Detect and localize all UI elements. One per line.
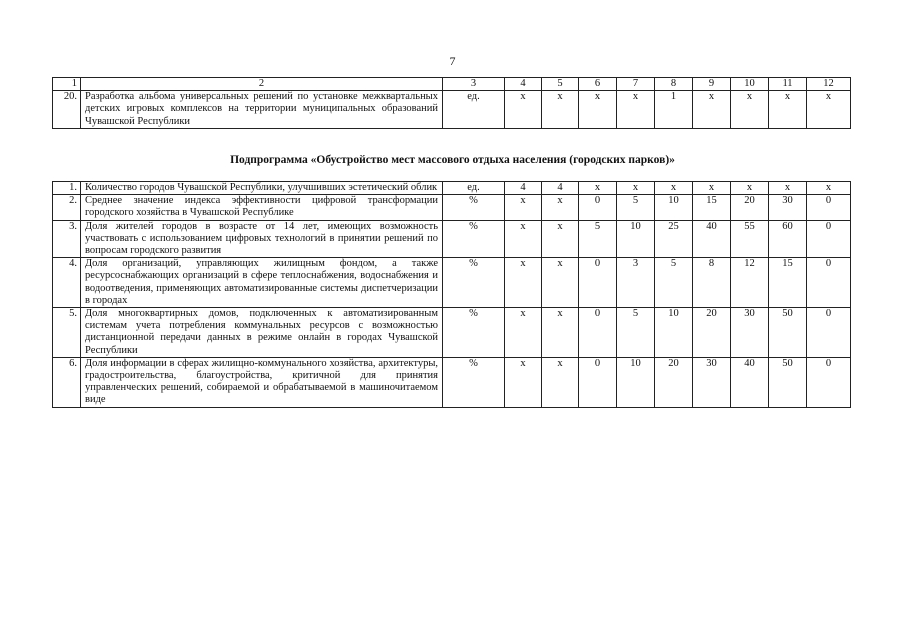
subprogram-title: Подпрограмма «Обустройство мест массового отдыха населения (городских парков)» xyxy=(230,154,675,166)
row-value: х xyxy=(617,91,655,129)
row-value: х xyxy=(769,91,807,129)
header-cell: 4 xyxy=(505,78,542,91)
row-value: 30 xyxy=(731,308,769,358)
row-value: 0 xyxy=(579,195,617,220)
row-value: 10 xyxy=(617,220,655,258)
row-value: 10 xyxy=(655,308,693,358)
row-value: 8 xyxy=(693,258,731,308)
row-value: 20 xyxy=(693,308,731,358)
row-description: Доля организаций, управляющих жилищным фондом, а также ресурсоснабжающих организаций в сфере теплоснабжения, водоснабжения и водоотведения, применяющих автоматизированные системы диспетчеризации в городах xyxy=(81,258,443,308)
table-row xyxy=(53,357,851,407)
header-cell: 8 xyxy=(655,78,693,91)
row-value: х xyxy=(693,182,731,195)
row-value: 0 xyxy=(807,220,851,258)
table-row xyxy=(53,308,851,358)
row-value: х xyxy=(579,182,617,195)
header-cell: 12 xyxy=(807,78,851,91)
table-row xyxy=(53,91,851,129)
row-value: 15 xyxy=(693,195,731,220)
row-number: 4. xyxy=(53,258,81,308)
main-table-body xyxy=(53,182,851,408)
row-value: х xyxy=(505,91,542,129)
row-value: 20 xyxy=(655,357,693,407)
row-value: 20 xyxy=(731,195,769,220)
row-value: 5 xyxy=(579,220,617,258)
row-number: 3. xyxy=(53,220,81,258)
row-value: х xyxy=(617,182,655,195)
header-row xyxy=(53,78,851,91)
row-unit: % xyxy=(443,357,505,407)
row-value: 0 xyxy=(579,258,617,308)
row-unit: ед. xyxy=(443,182,505,195)
row-description: Доля жителей городов в возрасте от 14 лет, имеющих возможность участвовать с использованием цифровых технологий в принятии решений по вопросам городского развития xyxy=(81,220,443,258)
row-value: 0 xyxy=(807,357,851,407)
row-value: 4 xyxy=(542,182,579,195)
row-value: х xyxy=(807,91,851,129)
table-row xyxy=(53,220,851,258)
row-value: х xyxy=(542,91,579,129)
row-value: 0 xyxy=(807,195,851,220)
row-value: х xyxy=(807,182,851,195)
table-row xyxy=(53,258,851,308)
row-value: 0 xyxy=(579,308,617,358)
row-unit: % xyxy=(443,308,505,358)
row-value: х xyxy=(731,182,769,195)
row-value: х xyxy=(505,195,542,220)
row-number: 20. xyxy=(53,91,81,129)
row-value: 12 xyxy=(731,258,769,308)
row-value: х xyxy=(769,182,807,195)
indicators-table-top xyxy=(52,77,851,129)
header-cell: 10 xyxy=(731,78,769,91)
row-value: х xyxy=(505,258,542,308)
row-value: 5 xyxy=(617,195,655,220)
row-description: Разработка альбома универсальных решений по установке межквартальных детских игровых комплексов на территории муниципальных образований Чувашской Республики xyxy=(81,91,443,129)
row-value: 55 xyxy=(731,220,769,258)
row-value: 1 xyxy=(655,91,693,129)
row-value: х xyxy=(505,308,542,358)
header-cell: 1 xyxy=(53,78,81,91)
row-value: х xyxy=(542,195,579,220)
row-value: 15 xyxy=(769,258,807,308)
row-unit: % xyxy=(443,195,505,220)
row-value: х xyxy=(542,357,579,407)
row-number: 2. xyxy=(53,195,81,220)
row-value: 3 xyxy=(617,258,655,308)
row-value: 50 xyxy=(769,357,807,407)
row-value: х xyxy=(542,258,579,308)
row-value: 10 xyxy=(617,357,655,407)
row-value: х xyxy=(542,308,579,358)
row-description: Среднее значение индекса эффективности цифровой трансформации городского хозяйства в Чувашской Республике xyxy=(81,195,443,220)
table-row xyxy=(53,182,851,195)
row-value: 30 xyxy=(769,195,807,220)
header-cell: 6 xyxy=(579,78,617,91)
row-value: 25 xyxy=(655,220,693,258)
row-value: 50 xyxy=(769,308,807,358)
row-value: 0 xyxy=(807,258,851,308)
row-value: х xyxy=(505,220,542,258)
row-value: 5 xyxy=(617,308,655,358)
row-value: 0 xyxy=(579,357,617,407)
row-description: Доля информации в сферах жилищно-коммунального хозяйства, архитектуры, градостроительства, благоустройства, критичной для принятия управленческих решений, собираемой и обрабатываемой в машиночитаемом виде xyxy=(81,357,443,407)
header-cell: 3 xyxy=(443,78,505,91)
row-number: 6. xyxy=(53,357,81,407)
header-cell: 11 xyxy=(769,78,807,91)
row-value: 10 xyxy=(655,195,693,220)
row-unit: % xyxy=(443,258,505,308)
row-value: 4 xyxy=(505,182,542,195)
row-number: 5. xyxy=(53,308,81,358)
row-value: 40 xyxy=(731,357,769,407)
row-value: х xyxy=(693,91,731,129)
row-value: 60 xyxy=(769,220,807,258)
table-row xyxy=(53,195,851,220)
page-number: 7 xyxy=(449,54,456,68)
row-value: х xyxy=(542,220,579,258)
row-description: Доля многоквартирных домов, подключенных к автоматизированным системам учета потребления коммунальных ресурсов с возможностью дистанционной передачи данных в режиме онлайн в городах Чувашской Республики xyxy=(81,308,443,358)
header-cell: 2 xyxy=(81,78,443,91)
row-value: 30 xyxy=(693,357,731,407)
row-value: х xyxy=(731,91,769,129)
row-unit: ед. xyxy=(443,91,505,129)
header-cell: 5 xyxy=(542,78,579,91)
row-value: 5 xyxy=(655,258,693,308)
row-value: х xyxy=(655,182,693,195)
indicators-table-main xyxy=(52,181,851,408)
row-value: х xyxy=(579,91,617,129)
row-number: 1. xyxy=(53,182,81,195)
header-cell: 7 xyxy=(617,78,655,91)
header-cell: 9 xyxy=(693,78,731,91)
row-value: 0 xyxy=(807,308,851,358)
row-description: Количество городов Чувашской Республики, улучшивших эстетический облик xyxy=(81,182,443,195)
row-value: х xyxy=(505,357,542,407)
row-unit: % xyxy=(443,220,505,258)
row-value: 40 xyxy=(693,220,731,258)
